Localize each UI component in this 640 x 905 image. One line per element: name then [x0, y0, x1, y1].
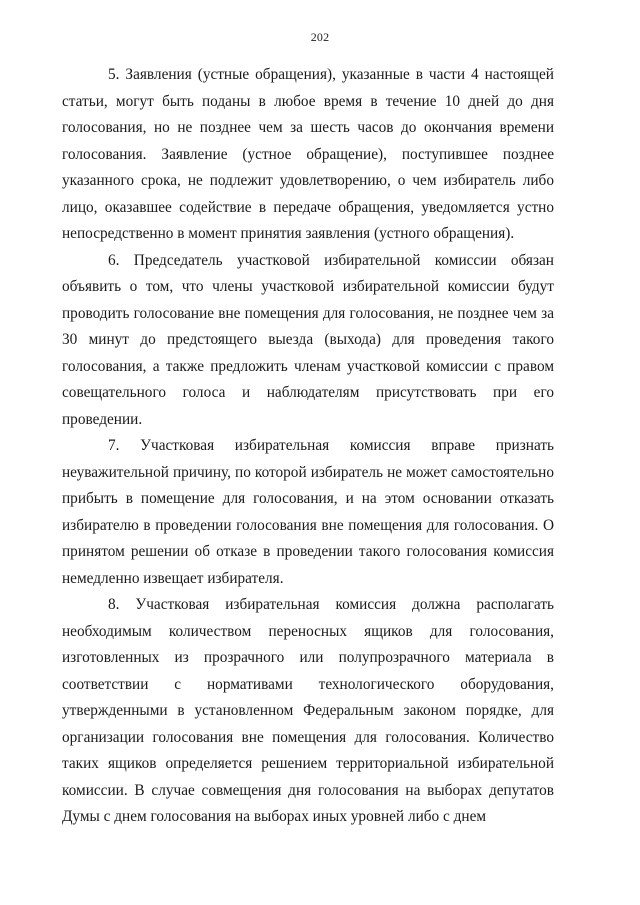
- paragraph-8: 8. Участковая избирательная комиссия должна располагать необходимым количеством переносных ящиков для голосования, изготовленных из прозрачного или полупрозрачного материала в соответствии с нормативами технологического оборудования, утвержденными в установленном Федеральным законом порядке, для организации голосования вне помещения для голосования. Количество таких ящиков определяется решением территориальной избирательной комиссии. В случае совмещения дня голосования на выборах депутатов Думы с днем голосования на выборах иных уровней либо с днем: [62, 596, 554, 825]
- paragraph-5: 5. Заявления (устные обращения), указанные в части 4 настоящей статьи, могут быть поданы в любое время в течение 10 дней до дня голосования, но не позднее чем за шесть часов до окончания времени голосования. Заявление (устное обращение), поступившее позднее указанного срока, не подлежит удовлетворению, о чем избиратель либо лицо, оказавшее содействие в передаче обращения, уведомляется устно непосредственно в момент принятия заявления (устного обращения).: [62, 66, 554, 242]
- paragraph-6: 6. Председатель участковой избирательной комиссии обязан объявить о том, что члены участковой избирательной комиссии будут проводить голосование вне помещения для голосования, не позднее чем за 30 минут до предстоящего выезда (выхода) для проведения такого голосования, а также предложить членам участковой комиссии с правом совещательного голоса и наблюдателям присутствовать при его проведении.: [62, 251, 554, 428]
- document-body: [62, 62, 554, 831]
- page-number: 202: [310, 30, 330, 44]
- paragraph-7: 7. Участковая избирательная комиссия вправе признать неуважительной причину, по которой избиратель не может самостоятельно прибыть в помещение для голосования, и на этом основании отказать избирателю в проведении голосования вне помещения для голосования. О принятом решении об отказе в проведении такого голосования комиссия немедленно извещает избирателя.: [62, 437, 554, 587]
